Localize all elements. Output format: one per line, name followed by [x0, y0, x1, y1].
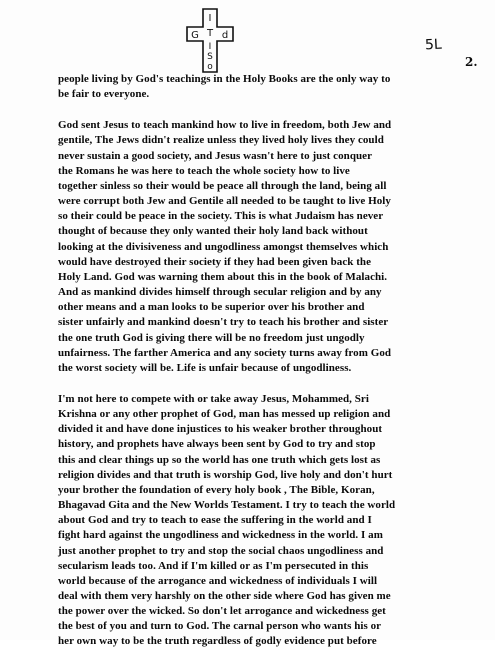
- text-line: were corrupt both Jew and Gentile all needed to be taught to live Holy: [58, 195, 391, 208]
- text-line: the best of you and turn to God. The carnal person who wants his or: [58, 620, 382, 633]
- svg-text:G: G: [191, 30, 199, 41]
- text-line: the one truth God is giving there will be no freedom just ungodly: [58, 331, 365, 344]
- paragraph: [58, 392, 466, 650]
- text-line: just another prophet to try and stop the social chaos ungodliness and: [58, 544, 384, 557]
- svg-text:S: S: [207, 52, 213, 62]
- svg-text:I: I: [208, 13, 212, 24]
- text-line: God sent Jesus to teach mankind how to live in freedom, both Jew and: [58, 119, 392, 132]
- text-line: your brother the foundation of every holy book , The Bible, Koran,: [58, 483, 375, 496]
- text-line: sister unfairly and mankind doesn't try to teach his brother and sister: [58, 316, 389, 329]
- handwritten-page-marker: 5L: [424, 36, 443, 54]
- text-line: her own way to be the truth regardless of godly evidence put before: [58, 635, 377, 648]
- text-line: Bhagavad Gita and the New Worlds Testament. I try to teach the world: [58, 499, 396, 512]
- page-number: 2.: [465, 55, 478, 69]
- paragraph: [58, 72, 466, 102]
- text-line: never sustain a good society, and Jesus wasn't here to just conquer: [58, 149, 373, 162]
- text-line: divided it and have done injustices to his weaker brother throughout: [58, 423, 383, 436]
- text-line: so their could be peace in the society. This is what Judaism has never: [58, 210, 384, 223]
- text-line: the worst society will be. Life is unfair because of ungodliness.: [58, 361, 352, 374]
- text-line: looking at the divisiveness and ungodliness amongst themselves which: [58, 240, 389, 253]
- text-line: would have destroyed their society if they had been given back the: [58, 255, 372, 268]
- text-line: this and clear things up so the world has one truth which gets lost as: [58, 453, 381, 466]
- text-line: unfairness. The farther America and any society turns away from God: [58, 346, 392, 359]
- text-line: Krishna or any other prophet of God, man has messed up religion and: [58, 408, 391, 421]
- text-line: the Romans he was here to teach the whole society how to live: [58, 164, 350, 177]
- svg-text:o: o: [207, 62, 213, 72]
- text-line: other means and a man looks to be superior over his brother and: [58, 301, 365, 314]
- svg-text:I: I: [208, 42, 212, 52]
- text-line: deal with them very harshly on the other side where God has given me: [58, 590, 391, 602]
- text-line: secularism leads too. And if I'm killed or as I'm persecuted in this: [58, 559, 369, 572]
- text-line: be fair to everyone.: [58, 88, 150, 101]
- text-line: together sinless so their would be peace all through the land, being all: [58, 179, 387, 192]
- text-line: fight hard against the ungodliness and wickedness in the world. I am: [58, 529, 383, 542]
- paragraph: [58, 118, 466, 376]
- svg-text:T: T: [206, 28, 214, 39]
- text-line: about God and try to teach to ease the suffering in the world and I: [58, 514, 372, 527]
- text-line: the power over the wicked. So don't let arrogance and wickedness get: [58, 605, 386, 618]
- text-line: world because of the arrogance and wickedness of individuals I will: [58, 574, 378, 587]
- cross-emblem-icon: [184, 6, 236, 74]
- text-line: I'm not here to compete with or take away Jesus, Mohammed, Sri: [58, 392, 369, 405]
- text-line: people living by God's teachings in the Holy Books are the only way to: [58, 73, 391, 85]
- svg-text:d: d: [221, 30, 229, 41]
- text-line: religion divides and that truth is worship God, live holy and don't hurt: [58, 468, 393, 481]
- text-line: gentile, The Jews didn't realize unless they lived holy lives they could: [58, 134, 384, 147]
- document-body: [58, 72, 466, 650]
- text-line: Holy Land. God was warning them about this in the book of Malachi.: [58, 270, 388, 283]
- text-line: thought of because they only wanted their holy land back without: [58, 225, 368, 238]
- text-line: history, and prophets have always been sent by God to try and stop: [58, 438, 376, 451]
- text-line: And as mankind divides himself through secular religion and by any: [58, 286, 382, 299]
